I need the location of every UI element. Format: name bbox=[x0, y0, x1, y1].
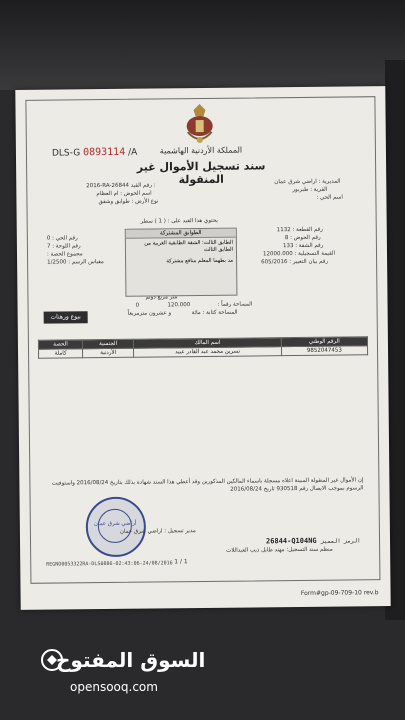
code-label: الرمز المميز bbox=[320, 538, 361, 545]
reg-number-value: 2016-RA-26844 bbox=[86, 182, 130, 190]
cell-national-id: 9852047453 bbox=[281, 346, 367, 356]
certification-paragraph: إن الأموال غير المنقولة المبينة اعلاه مسجلة باسماء المالكين المذكورين وقد أعطي هذا السند شهادة بذلك بتاريخ 2016/08/24 واستوفيت الرسوم بموجب الايصال رقم 930518 تاريخ 2016/08/24 bbox=[51, 477, 364, 493]
header-nationality: الجنسية bbox=[83, 339, 134, 349]
seal-text: أراضي شرق عمان bbox=[93, 520, 137, 528]
directorate: المديرية : اراضي شرق عمان bbox=[274, 178, 341, 186]
area-label: المساحة رقماً : bbox=[217, 301, 253, 308]
header-owner-name: اسم المالك bbox=[134, 338, 282, 349]
header-national-id: الرقم الوطني bbox=[281, 337, 367, 347]
coat-of-arms-icon bbox=[181, 102, 217, 146]
cell-owner-name: نسرين محمد عبد القادر عبيد bbox=[134, 347, 282, 358]
code-value: 26844-Q104NG bbox=[265, 536, 317, 546]
registration-reference: REGNO0053322RA-DLS0886-02:43:06-24/08/2016 bbox=[46, 560, 173, 568]
area-words-label: المساحة كتابة : مائة bbox=[191, 309, 238, 317]
cell-nationality: الأردنية bbox=[83, 348, 134, 358]
serial-prefix: DLS-G bbox=[51, 148, 81, 159]
registration-director: مدير تسجيل : اراضي شرق عمان bbox=[119, 528, 196, 535]
reg-number-label: رقم القيد : bbox=[130, 182, 156, 189]
reg-number bbox=[86, 182, 155, 189]
kingdom-name: المملكة الأردنية الهاشمية bbox=[159, 145, 243, 156]
entry-note: يحتوي هذا القيد على : ( 1 ) سطر bbox=[140, 217, 218, 225]
shared-floors-box bbox=[125, 228, 238, 297]
area-units: متر مربع دونم bbox=[145, 294, 178, 301]
basin-number: رقم الحوض : 8 bbox=[284, 234, 321, 242]
sales-mortgages-stamp: بيوع ورهنات bbox=[44, 311, 88, 323]
shared-floors-line2: مد بطهما المعلم منافع مشتركة bbox=[166, 257, 234, 265]
header-shares: الحصة bbox=[38, 340, 82, 349]
shares-field: مجموع الحصة : bbox=[46, 251, 83, 258]
serial-number bbox=[52, 147, 137, 159]
page-number: 1 / 1 bbox=[174, 558, 188, 566]
area-name: اسم الحي : bbox=[316, 194, 343, 201]
plot-name: اسم الحوض : ام العظام bbox=[96, 190, 152, 198]
shared-floors-line1: الطابق الثالث: الشقة الطابقية الغربية من الطابق الثالث bbox=[144, 239, 234, 253]
owners-table bbox=[38, 336, 368, 358]
plot-number: رقم القطعة : 1132 bbox=[276, 226, 323, 234]
serial-suffix: /A bbox=[128, 147, 138, 158]
area-zero: 0 bbox=[135, 302, 140, 309]
district-field: رقم الحي : 0 bbox=[46, 235, 78, 242]
distinctive-code bbox=[266, 536, 361, 545]
watermark-english: opensooq.com bbox=[70, 680, 158, 694]
apartment-number: رقم الشقة : 133 bbox=[282, 242, 324, 250]
scale-field: مقياس الرسم : 1/2500 bbox=[47, 259, 104, 266]
area-value: 120.000 bbox=[167, 302, 191, 309]
land-type: نوع الأرض : طوابق وشقق bbox=[98, 198, 159, 206]
background-top bbox=[0, 0, 405, 90]
shared-floors-header: الطوابق المشتركة bbox=[126, 229, 236, 239]
property-deed-document bbox=[15, 86, 390, 610]
document-title: سند تسجيل الأموال غير المنقولة bbox=[136, 159, 266, 187]
village: القرية : طبربور bbox=[292, 186, 328, 194]
issuer: منظم سند التسجيل: مهند طايل ذيب العبداللات bbox=[226, 546, 333, 554]
cell-shares: كاملة bbox=[39, 349, 83, 358]
change-statement: رقم بيان التغيير : 605/2016 bbox=[261, 258, 329, 266]
sheet-field: رقم اللوحة : 7 bbox=[46, 243, 81, 250]
area-words-value: و عشرون مترمربعاً bbox=[127, 310, 172, 317]
form-id: Form#gp-09-709-10 rev.b bbox=[300, 589, 379, 597]
registered-value: القيمة التسجيلية : 12000.000 bbox=[262, 250, 336, 258]
serial-digits: 0893114 bbox=[82, 146, 126, 159]
watermark-arabic: السوق المفتوح bbox=[56, 648, 206, 672]
